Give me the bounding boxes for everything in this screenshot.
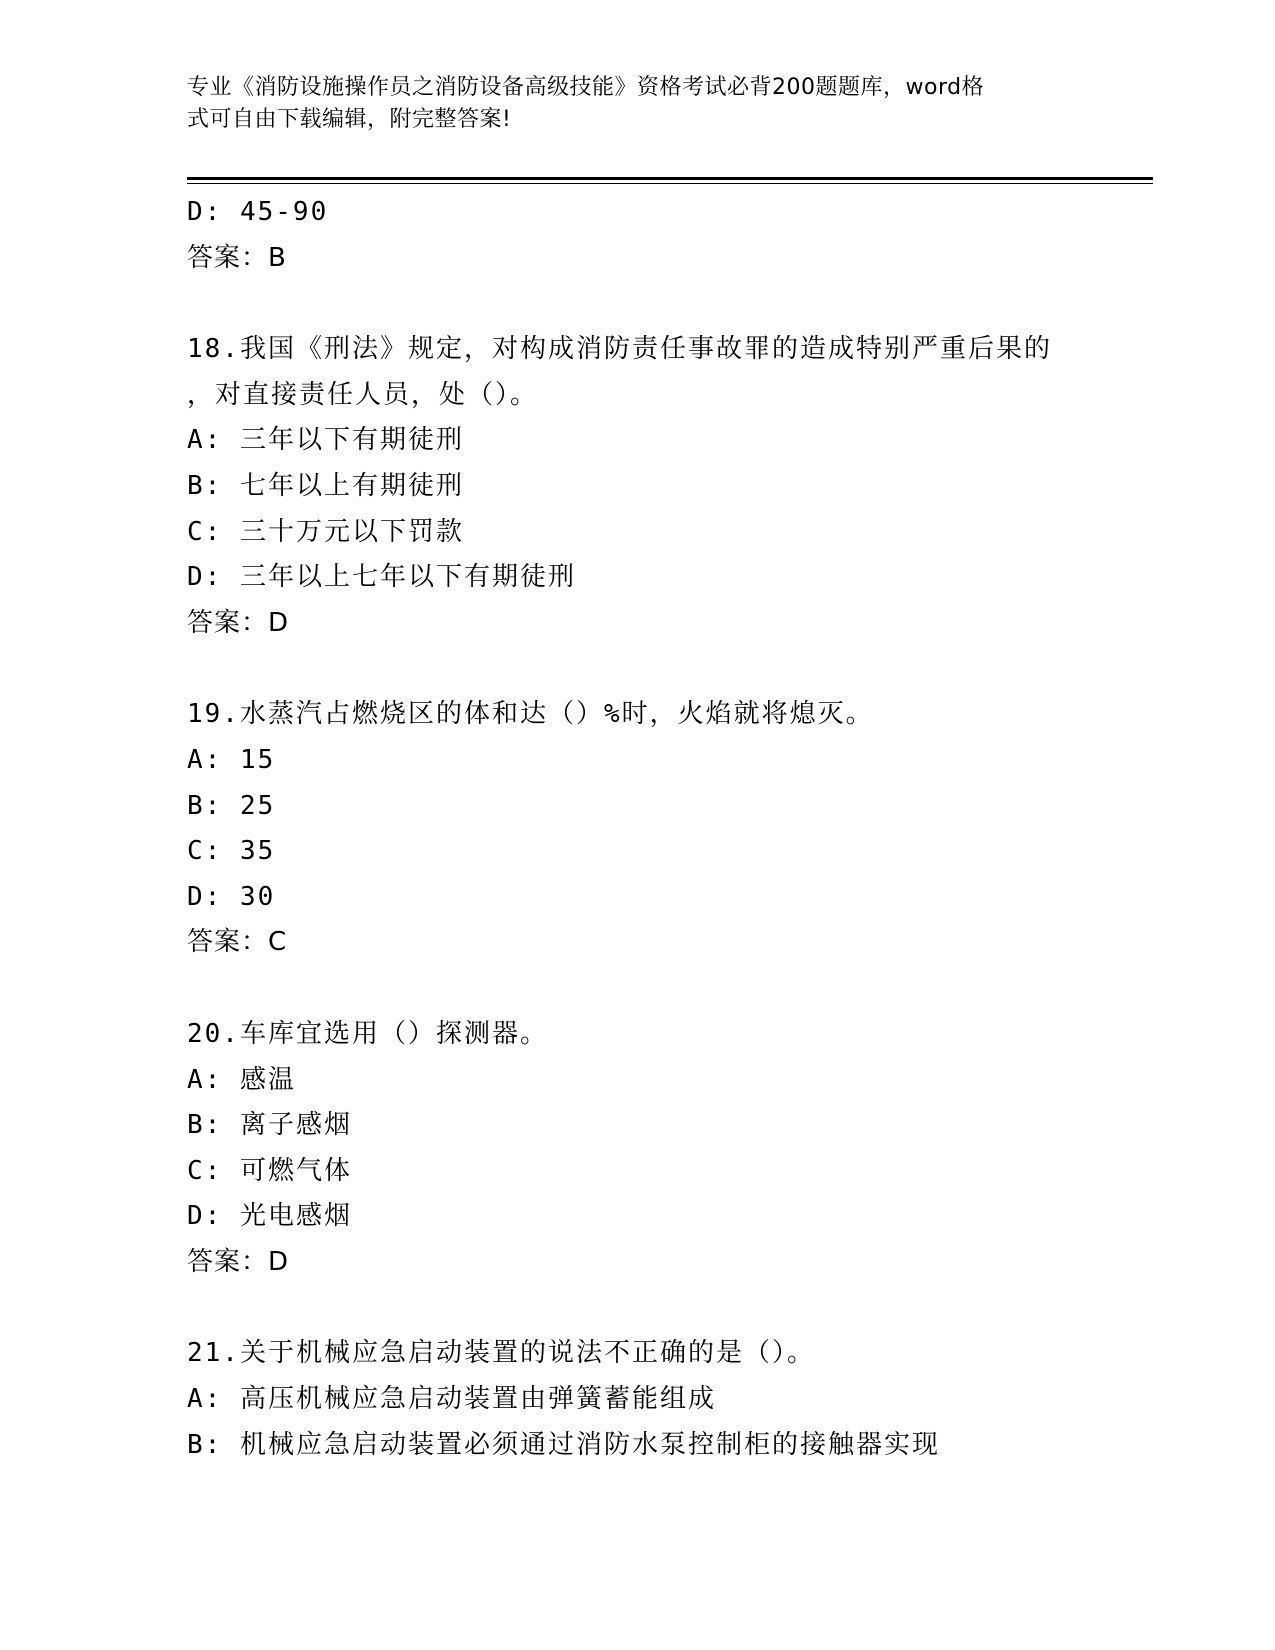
question-text: 20.车库宜选用（）探测器。: [187, 1018, 548, 1049]
option-c: C: 可燃气体: [187, 1155, 352, 1186]
question-content: [187, 190, 1087, 1468]
answer-line: 答案：D: [187, 607, 290, 638]
header-line-1: 专业《消防设施操作员之消防设备高级技能》资格考试必背200题题库，word格: [187, 75, 985, 100]
option-c: C: 35: [187, 836, 276, 867]
question-text: ，对直接责任人员，处（）。: [187, 379, 539, 410]
header-rule-thin: [187, 183, 1153, 184]
option-d: D: 45-90: [187, 197, 329, 227]
question-21: [187, 1331, 1087, 1468]
option-a: A: 15: [187, 744, 276, 775]
option-d: D: 三年以上七年以下有期徒刑: [187, 562, 576, 593]
option-b: B: 七年以上有期徒刑: [187, 470, 464, 501]
option-c: C: 三十万元以下罚款: [187, 516, 464, 547]
question-18: [187, 327, 1087, 646]
option-a: A: 感温: [187, 1064, 296, 1095]
option-b: B: 离子感烟: [187, 1110, 352, 1141]
answer-line: 答案：D: [187, 1246, 290, 1277]
header-rule-thick: [187, 177, 1153, 180]
question-19: [187, 692, 1087, 966]
option-b: B: 机械应急启动装置必须通过消防水泵控制柜的接触器实现: [187, 1429, 940, 1460]
option-b: B: 25: [187, 790, 276, 821]
question-text: 19.水蒸汽占燃烧区的体和达（）%时，火焰就将熄灭。: [187, 699, 874, 730]
option-d: D: 光电感烟: [187, 1201, 352, 1232]
question-text: 21.关于机械应急启动装置的说法不正确的是（）。: [187, 1338, 815, 1369]
header-line-2: 式可自由下载编辑，附完整答案!: [187, 107, 512, 132]
answer-line: 答案：B: [187, 242, 287, 273]
question-text: 18.我国《刑法》规定，对构成消防责任事故罪的造成特别严重后果的: [187, 334, 1052, 365]
document-header: [187, 72, 1067, 136]
question-20: [187, 1012, 1087, 1286]
option-a: A: 三年以下有期徒刑: [187, 425, 464, 456]
option-a: A: 高压机械应急启动装置由弹簧蓄能组成: [187, 1384, 716, 1415]
answer-line: 答案：C: [187, 927, 288, 958]
option-d: D: 30: [187, 881, 276, 912]
